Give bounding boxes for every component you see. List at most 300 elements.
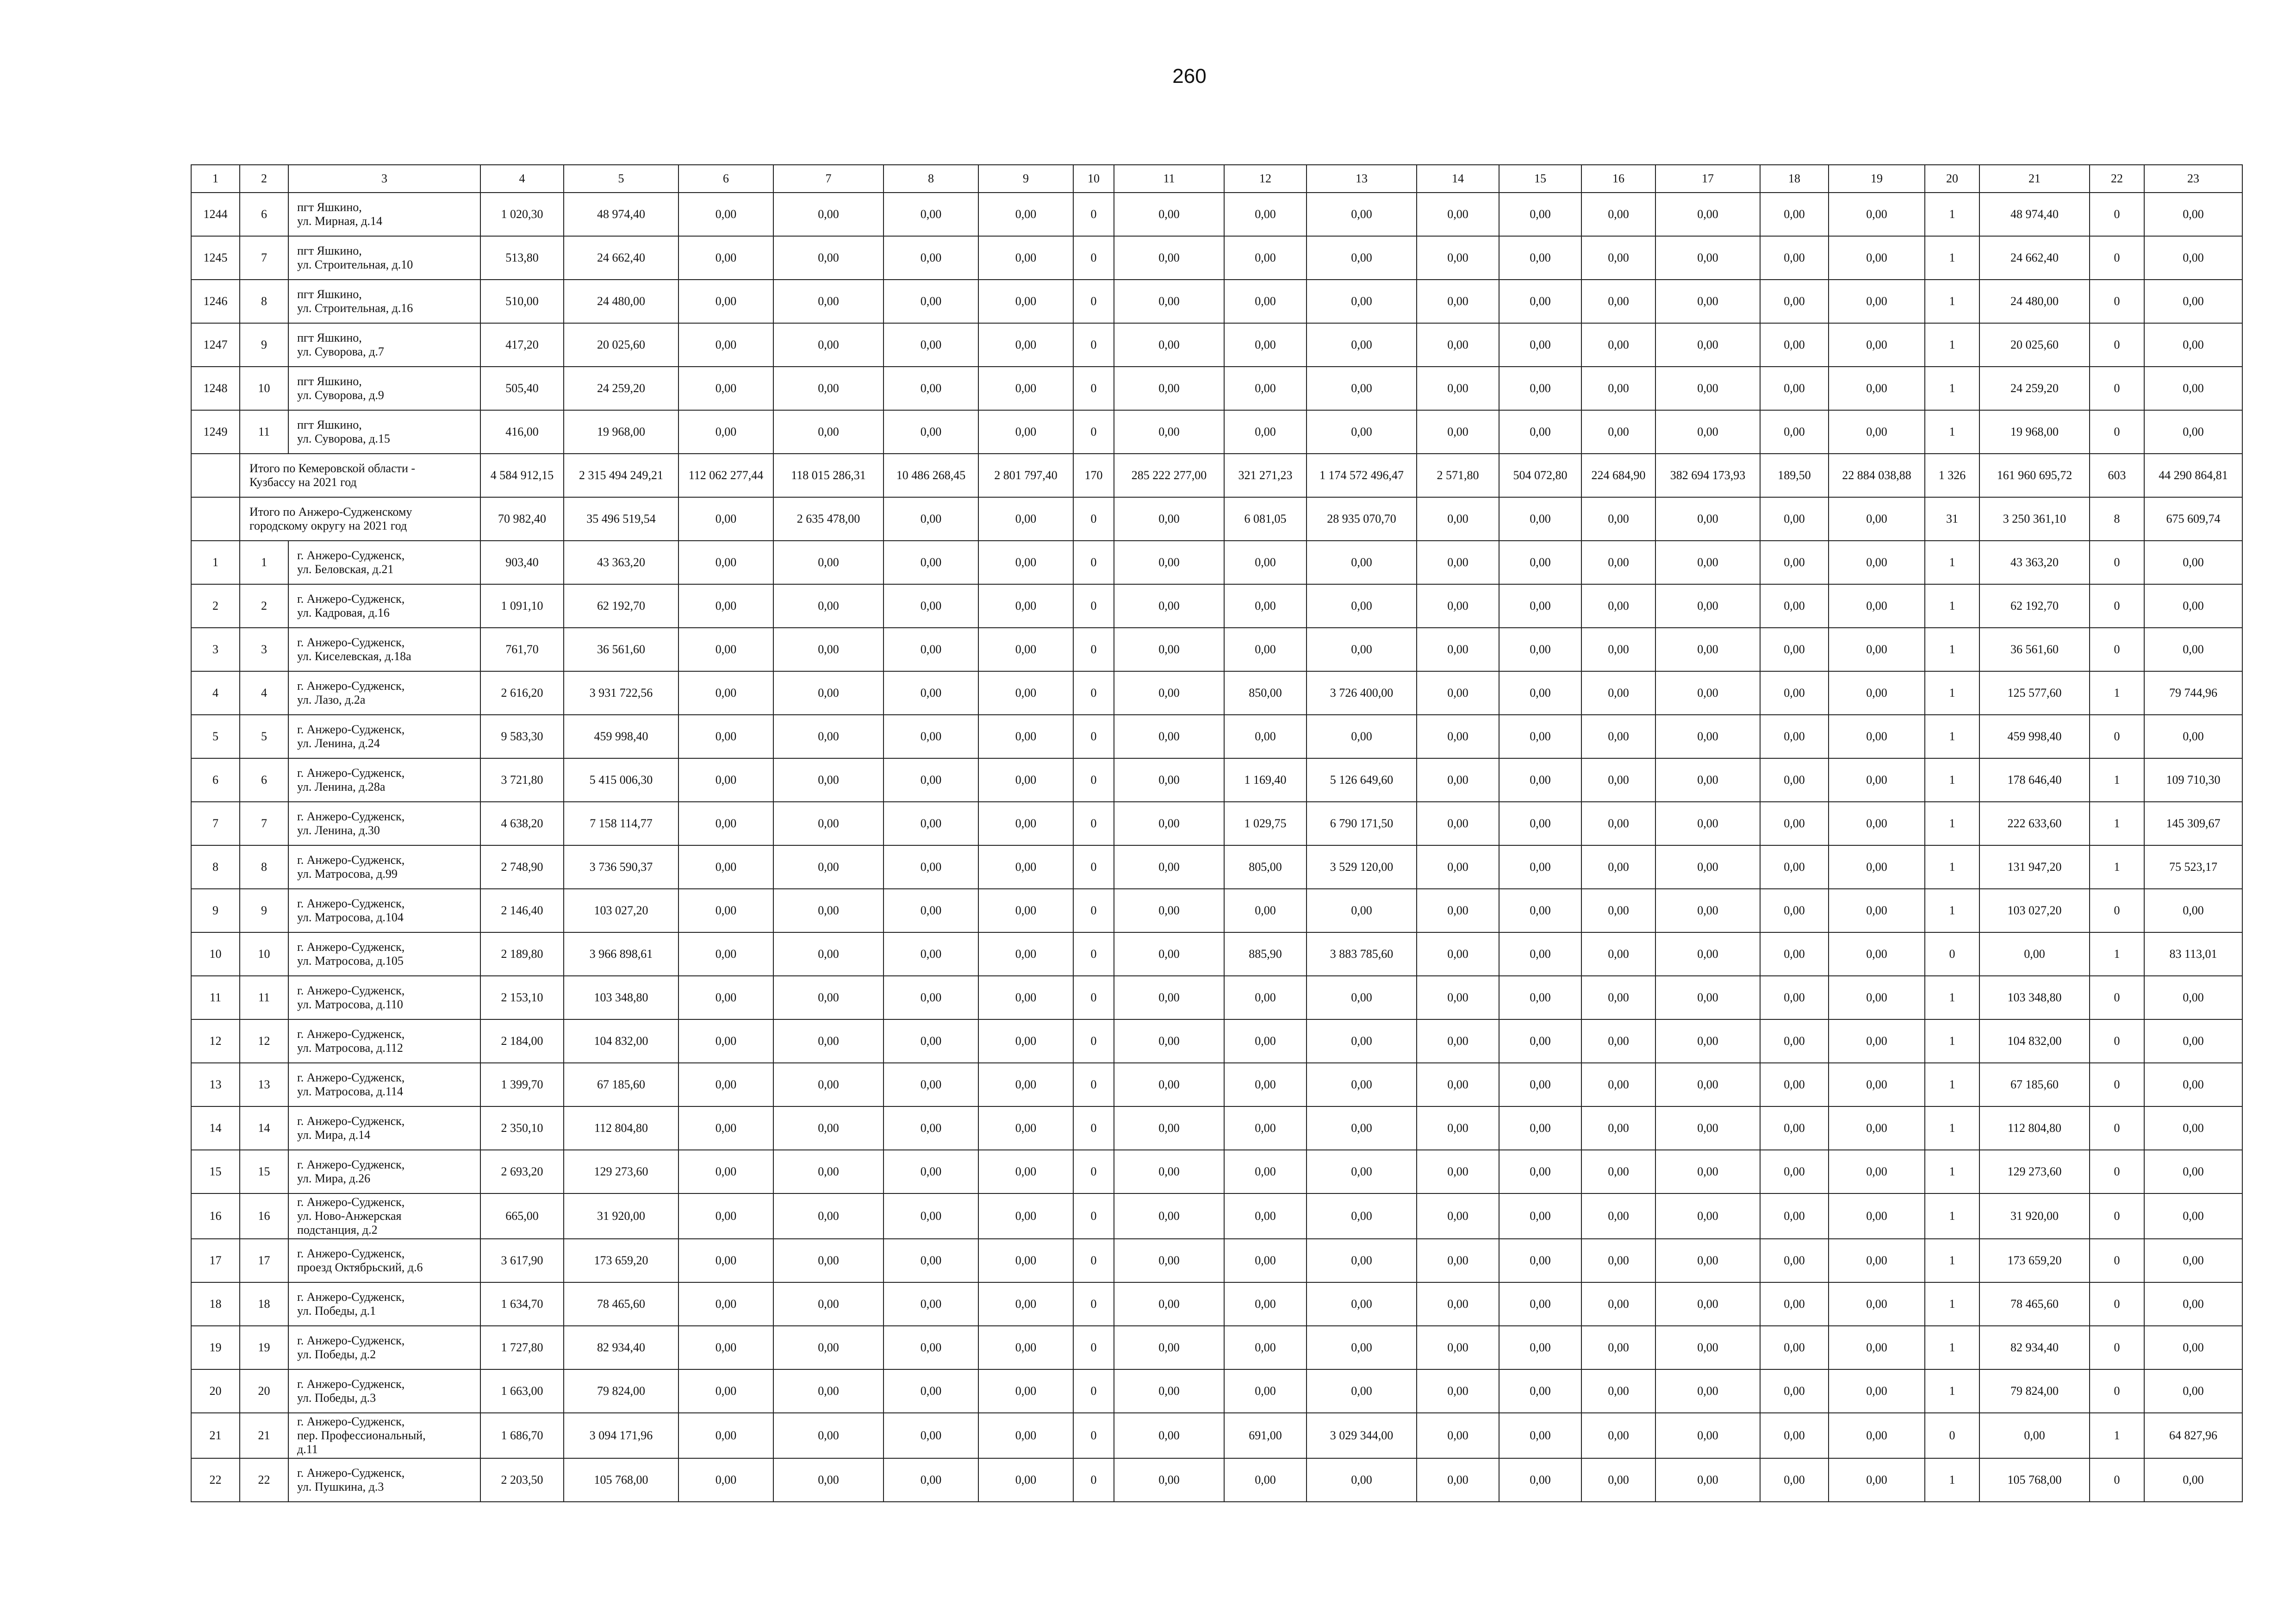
value-cell: 0 — [2090, 410, 2144, 454]
value-cell: 1 — [1925, 1369, 1979, 1413]
value-cell: 0,00 — [1655, 845, 1760, 889]
value-cell: 79 824,00 — [564, 1369, 678, 1413]
value-cell: 0,00 — [978, 758, 1073, 802]
value-cell: 0,00 — [1655, 193, 1760, 236]
sub-number-cell: 5 — [240, 715, 288, 758]
value-cell: 0 — [2090, 1019, 2144, 1063]
value-cell: 0,00 — [1829, 1282, 1925, 1326]
address-line: г. Анжеро-Судженск, — [297, 853, 405, 867]
value-cell: 0 — [1073, 1282, 1114, 1326]
address-line: ул. Победы, д.1 — [297, 1304, 376, 1318]
value-cell: 0 — [1073, 1106, 1114, 1150]
value-cell: 1 — [1925, 1193, 1979, 1239]
value-cell: 0,00 — [773, 1458, 884, 1502]
value-cell: 510,00 — [480, 280, 564, 323]
table-row — [191, 1458, 2242, 1502]
value-cell: 0,00 — [1760, 1193, 1829, 1239]
value-cell: 0,00 — [884, 584, 978, 628]
value-cell: 3 617,90 — [480, 1239, 564, 1282]
value-cell: 36 561,60 — [1979, 628, 2090, 671]
address-line: г. Анжеро-Судженск, — [297, 592, 405, 606]
value-cell: 0 — [2090, 1326, 2144, 1369]
value-cell: 417,20 — [480, 323, 564, 367]
value-cell: 513,80 — [480, 236, 564, 280]
value-cell: 0,00 — [1307, 1193, 1417, 1239]
value-cell: 0,00 — [1417, 323, 1499, 367]
value-cell: 603 — [2090, 454, 2144, 497]
value-cell: 0,00 — [678, 193, 773, 236]
sub-number-cell: 9 — [240, 323, 288, 367]
value-cell: 0 — [1073, 976, 1114, 1019]
value-cell: 0,00 — [678, 1326, 773, 1369]
value-cell: 459 998,40 — [1979, 715, 2090, 758]
value-cell: 0,00 — [1655, 628, 1760, 671]
value-cell: 0,00 — [1760, 1239, 1829, 1282]
value-cell: 0,00 — [1829, 758, 1925, 802]
value-cell: 82 934,40 — [564, 1326, 678, 1369]
address-cell — [288, 932, 480, 976]
value-cell: 0,00 — [1417, 1150, 1499, 1193]
value-cell: 78 465,60 — [1979, 1282, 2090, 1326]
value-cell: 44 290 864,81 — [2144, 454, 2242, 497]
value-cell: 0,00 — [1581, 280, 1655, 323]
value-cell: 0,00 — [2144, 1150, 2242, 1193]
row-number-cell: 7 — [191, 802, 240, 845]
value-cell: 0,00 — [978, 410, 1073, 454]
column-number-header: 7 — [773, 165, 884, 193]
value-cell: 0,00 — [773, 193, 884, 236]
value-cell: 1 — [2090, 932, 2144, 976]
sub-number-cell: 6 — [240, 758, 288, 802]
value-cell: 1 399,70 — [480, 1063, 564, 1106]
address-line: г. Анжеро-Судженск, — [297, 984, 405, 998]
value-cell: 0,00 — [1114, 758, 1224, 802]
value-cell: 0 — [2090, 1063, 2144, 1106]
value-cell: 0,00 — [678, 628, 773, 671]
value-cell: 0 — [1073, 236, 1114, 280]
address-cell — [288, 671, 480, 715]
value-cell: 0,00 — [1307, 367, 1417, 410]
value-cell: 0 — [1073, 367, 1114, 410]
address-cell — [288, 976, 480, 1019]
address-line: д.11 — [297, 1442, 318, 1456]
value-cell: 0,00 — [1307, 1369, 1417, 1413]
value-cell: 0,00 — [1307, 976, 1417, 1019]
value-cell: 0,00 — [1224, 1193, 1307, 1239]
address-line: ул. Матросова, д.114 — [297, 1085, 403, 1098]
value-cell: 0,00 — [978, 1150, 1073, 1193]
value-cell: 1 — [1925, 628, 1979, 671]
value-cell: 0,00 — [1760, 280, 1829, 323]
sub-number-cell: 8 — [240, 845, 288, 889]
value-cell: 0,00 — [1581, 193, 1655, 236]
row-number-cell: 14 — [191, 1106, 240, 1150]
value-cell: 0,00 — [1499, 845, 1581, 889]
value-cell: 0,00 — [1307, 236, 1417, 280]
value-cell: 0,00 — [678, 1063, 773, 1106]
value-cell: 0,00 — [1224, 1458, 1307, 1502]
value-cell: 0,00 — [1417, 410, 1499, 454]
value-cell: 2 146,40 — [480, 889, 564, 932]
value-cell: 0,00 — [773, 1369, 884, 1413]
value-cell: 0 — [1073, 323, 1114, 367]
value-cell: 1 — [1925, 758, 1979, 802]
value-cell: 109 710,30 — [2144, 758, 2242, 802]
sub-number-cell: 21 — [240, 1413, 288, 1458]
value-cell: 3 721,80 — [480, 758, 564, 802]
value-cell: 3 726 400,00 — [1307, 671, 1417, 715]
value-cell: 0,00 — [1829, 715, 1925, 758]
value-cell: 0,00 — [773, 1282, 884, 1326]
address-line: г. Анжеро-Судженск, — [297, 940, 405, 954]
address-line: пгт Яшкино, — [297, 200, 362, 214]
value-cell: 0 — [2090, 193, 2144, 236]
address-line: ул. Ново-Анжерская — [297, 1209, 402, 1223]
value-cell: 0,00 — [1829, 497, 1925, 541]
value-cell: 0,00 — [978, 1458, 1073, 1502]
value-cell: 382 694 173,93 — [1655, 454, 1760, 497]
value-cell: 0,00 — [1114, 280, 1224, 323]
address-line: ул. Матросова, д.110 — [297, 998, 403, 1011]
value-cell: 0,00 — [1417, 1458, 1499, 1502]
value-cell: 0,00 — [1760, 367, 1829, 410]
value-cell: 0,00 — [1307, 1458, 1417, 1502]
address-line: ул. Мира, д.26 — [297, 1172, 371, 1185]
value-cell: 82 934,40 — [1979, 1326, 2090, 1369]
value-cell: 0,00 — [1760, 889, 1829, 932]
value-cell: 112 804,80 — [564, 1106, 678, 1150]
value-cell: 0,00 — [678, 410, 773, 454]
address-line: г. Анжеро-Судженск, — [297, 549, 405, 562]
value-cell: 105 768,00 — [564, 1458, 678, 1502]
value-cell: 0,00 — [1655, 758, 1760, 802]
value-cell: 0,00 — [1114, 1150, 1224, 1193]
table-row — [191, 889, 2242, 932]
row-number-cell: 17 — [191, 1239, 240, 1282]
table-row — [191, 193, 2242, 236]
value-cell: 1 634,70 — [480, 1282, 564, 1326]
value-cell: 0,00 — [1760, 932, 1829, 976]
value-cell: 0,00 — [1417, 280, 1499, 323]
value-cell: 5 126 649,60 — [1307, 758, 1417, 802]
value-cell: 0,00 — [1581, 976, 1655, 1019]
value-cell: 0,00 — [1581, 410, 1655, 454]
value-cell: 0,00 — [1114, 1063, 1224, 1106]
address-line: ул. Матросова, д.99 — [297, 867, 398, 881]
total-label-line: городскому округу на 2021 год — [249, 519, 407, 532]
value-cell: 0,00 — [1499, 932, 1581, 976]
value-cell: 0,00 — [1499, 1193, 1581, 1239]
row-number-cell: 1247 — [191, 323, 240, 367]
value-cell: 0 — [1073, 889, 1114, 932]
value-cell: 20 025,60 — [1979, 323, 2090, 367]
value-cell: 0,00 — [884, 497, 978, 541]
value-cell: 19 968,00 — [564, 410, 678, 454]
total-label — [240, 497, 480, 541]
row-number-cell: 19 — [191, 1326, 240, 1369]
table-row — [191, 845, 2242, 889]
value-cell: 0,00 — [1499, 802, 1581, 845]
value-cell: 0 — [1073, 280, 1114, 323]
value-cell: 0,00 — [1655, 1326, 1760, 1369]
value-cell: 0,00 — [1760, 1369, 1829, 1413]
value-cell: 2 315 494 249,21 — [564, 454, 678, 497]
value-cell: 0,00 — [1655, 1282, 1760, 1326]
value-cell: 0,00 — [1829, 1369, 1925, 1413]
value-cell: 0,00 — [1581, 932, 1655, 976]
row-number-cell: 1248 — [191, 367, 240, 410]
address-line: г. Анжеро-Судженск, — [297, 1247, 405, 1261]
value-cell: 103 027,20 — [1979, 889, 2090, 932]
value-cell: 0,00 — [1655, 1369, 1760, 1413]
value-cell: 0,00 — [2144, 1063, 2242, 1106]
value-cell: 0,00 — [1499, 497, 1581, 541]
address-line: пгт Яшкино, — [297, 244, 362, 258]
sub-number-cell: 16 — [240, 1193, 288, 1239]
value-cell: 0,00 — [1499, 410, 1581, 454]
value-cell: 0,00 — [1760, 976, 1829, 1019]
sub-number-cell: 2 — [240, 584, 288, 628]
value-cell: 0 — [1073, 932, 1114, 976]
value-cell: 0,00 — [884, 715, 978, 758]
value-cell: 0,00 — [1224, 367, 1307, 410]
value-cell: 0,00 — [1581, 628, 1655, 671]
value-cell: 1 — [1925, 715, 1979, 758]
column-number-header: 16 — [1581, 165, 1655, 193]
value-cell: 0,00 — [1224, 584, 1307, 628]
value-cell: 0,00 — [1760, 323, 1829, 367]
address-cell — [288, 1413, 480, 1458]
total-label-line: Кузбассу на 2021 год — [249, 475, 357, 489]
sub-number-cell: 13 — [240, 1063, 288, 1106]
value-cell: 0,00 — [1114, 671, 1224, 715]
address-cell — [288, 1063, 480, 1106]
value-cell: 0,00 — [1829, 1150, 1925, 1193]
value-cell: 0,00 — [1581, 323, 1655, 367]
row-number-cell: 1249 — [191, 410, 240, 454]
value-cell: 0,00 — [1499, 1106, 1581, 1150]
value-cell: 0,00 — [1499, 758, 1581, 802]
total-row — [191, 497, 2242, 541]
total-label-line: Итого по Анжеро-Судженскому — [249, 505, 412, 519]
value-cell: 0,00 — [1581, 715, 1655, 758]
address-cell — [288, 1106, 480, 1150]
value-cell: 0 — [1073, 1193, 1114, 1239]
value-cell: 0,00 — [2144, 410, 2242, 454]
address-line: пгт Яшкино, — [297, 375, 362, 388]
value-cell: 0,00 — [884, 410, 978, 454]
value-cell: 0,00 — [773, 323, 884, 367]
value-cell: 118 015 286,31 — [773, 454, 884, 497]
value-cell: 0,00 — [1829, 889, 1925, 932]
value-cell: 0,00 — [1499, 584, 1581, 628]
value-cell: 0,00 — [1499, 193, 1581, 236]
value-cell: 0,00 — [678, 1239, 773, 1282]
address-line: ул. Строительная, д.16 — [297, 301, 413, 315]
value-cell: 0,00 — [1760, 236, 1829, 280]
value-cell: 0,00 — [1224, 628, 1307, 671]
value-cell: 0,00 — [1499, 1282, 1581, 1326]
address-cell — [288, 367, 480, 410]
address-cell — [288, 410, 480, 454]
value-cell: 79 744,96 — [2144, 671, 2242, 715]
value-cell: 0,00 — [1581, 367, 1655, 410]
value-cell: 0,00 — [1581, 1458, 1655, 1502]
sub-number-cell: 3 — [240, 628, 288, 671]
sub-number-cell: 1 — [240, 541, 288, 584]
empty-cell — [191, 454, 240, 497]
address-cell — [288, 1239, 480, 1282]
row-number-cell: 22 — [191, 1458, 240, 1502]
value-cell: 0,00 — [1307, 1106, 1417, 1150]
address-line: г. Анжеро-Судженск, — [297, 1027, 405, 1041]
sub-number-cell: 20 — [240, 1369, 288, 1413]
value-cell: 0 — [1073, 802, 1114, 845]
value-cell: 0,00 — [978, 1019, 1073, 1063]
address-cell — [288, 1193, 480, 1239]
value-cell: 64 827,96 — [2144, 1413, 2242, 1458]
value-cell: 2 635 478,00 — [773, 497, 884, 541]
column-number-header: 6 — [678, 165, 773, 193]
row-number-cell: 12 — [191, 1019, 240, 1063]
value-cell: 0,00 — [1224, 410, 1307, 454]
address-cell — [288, 280, 480, 323]
value-cell: 0,00 — [678, 1369, 773, 1413]
value-cell: 0,00 — [978, 932, 1073, 976]
value-cell: 1 727,80 — [480, 1326, 564, 1369]
value-cell: 416,00 — [480, 410, 564, 454]
address-cell — [288, 845, 480, 889]
table-row — [191, 1239, 2242, 1282]
value-cell: 0,00 — [1760, 584, 1829, 628]
value-cell: 2 184,00 — [480, 1019, 564, 1063]
value-cell: 0,00 — [678, 497, 773, 541]
value-cell: 0 — [1073, 410, 1114, 454]
value-cell: 0 — [2090, 1282, 2144, 1326]
value-cell: 125 577,60 — [1979, 671, 2090, 715]
value-cell: 0,00 — [1499, 1150, 1581, 1193]
value-cell: 0,00 — [678, 1458, 773, 1502]
column-number-header: 2 — [240, 165, 288, 193]
address-line: подстанция, д.2 — [297, 1223, 378, 1237]
value-cell: 0,00 — [678, 1019, 773, 1063]
value-cell: 79 824,00 — [1979, 1369, 2090, 1413]
address-cell — [288, 758, 480, 802]
value-cell: 0,00 — [1417, 1193, 1499, 1239]
value-cell: 0,00 — [978, 367, 1073, 410]
column-number-header: 11 — [1114, 165, 1224, 193]
value-cell: 0,00 — [1114, 410, 1224, 454]
value-cell: 0,00 — [1829, 193, 1925, 236]
value-cell: 0,00 — [2144, 280, 2242, 323]
value-cell: 0,00 — [2144, 323, 2242, 367]
value-cell: 0,00 — [773, 280, 884, 323]
value-cell: 0,00 — [1760, 497, 1829, 541]
value-cell: 0,00 — [1760, 1106, 1829, 1150]
value-cell: 129 273,60 — [564, 1150, 678, 1193]
address-cell — [288, 1458, 480, 1502]
address-line: ул. Победы, д.3 — [297, 1391, 376, 1405]
value-cell: 0,00 — [1417, 1326, 1499, 1369]
value-cell: 0 — [1073, 1326, 1114, 1369]
value-cell: 0,00 — [1224, 193, 1307, 236]
value-cell: 0,00 — [678, 541, 773, 584]
value-cell: 0,00 — [1829, 932, 1925, 976]
address-cell — [288, 193, 480, 236]
column-number-header: 13 — [1307, 165, 1417, 193]
sub-number-cell: 10 — [240, 367, 288, 410]
value-cell: 0,00 — [1224, 1326, 1307, 1369]
value-cell: 145 309,67 — [2144, 802, 2242, 845]
value-cell: 0,00 — [1655, 323, 1760, 367]
value-cell: 0,00 — [978, 889, 1073, 932]
value-cell: 0,00 — [678, 323, 773, 367]
value-cell: 0,00 — [1499, 367, 1581, 410]
value-cell: 0,00 — [1499, 1458, 1581, 1502]
value-cell: 0,00 — [1417, 236, 1499, 280]
value-cell: 0,00 — [1224, 1150, 1307, 1193]
value-cell: 0,00 — [884, 1106, 978, 1150]
column-number-header: 4 — [480, 165, 564, 193]
address-line: ул. Матросова, д.104 — [297, 911, 404, 924]
value-cell: 0,00 — [2144, 193, 2242, 236]
address-line: г. Анжеро-Судженск, — [297, 723, 405, 737]
value-cell: 173 659,20 — [564, 1239, 678, 1282]
value-cell: 2 748,90 — [480, 845, 564, 889]
value-cell: 24 259,20 — [564, 367, 678, 410]
value-cell: 0,00 — [1655, 410, 1760, 454]
sub-number-cell: 22 — [240, 1458, 288, 1502]
value-cell: 0,00 — [1829, 628, 1925, 671]
value-cell: 0,00 — [1760, 410, 1829, 454]
value-cell: 0,00 — [678, 845, 773, 889]
value-cell: 0,00 — [1114, 193, 1224, 236]
value-cell: 0,00 — [678, 367, 773, 410]
address-line: ул. Киселевская, д.18а — [297, 650, 411, 663]
value-cell: 903,40 — [480, 541, 564, 584]
value-cell: 1 — [1925, 845, 1979, 889]
page-number: 260 — [1172, 65, 1207, 87]
value-cell: 0,00 — [884, 1413, 978, 1458]
total-label — [240, 454, 480, 497]
value-cell: 161 960 695,72 — [1979, 454, 2090, 497]
table-row — [191, 671, 2242, 715]
value-cell: 0,00 — [1655, 976, 1760, 1019]
value-cell: 0,00 — [1581, 1413, 1655, 1458]
value-cell: 0,00 — [884, 1239, 978, 1282]
value-cell: 0,00 — [1307, 1019, 1417, 1063]
value-cell: 0,00 — [773, 1063, 884, 1106]
value-cell: 0,00 — [1655, 1458, 1760, 1502]
value-cell: 0,00 — [2144, 236, 2242, 280]
value-cell: 0,00 — [884, 367, 978, 410]
column-number-header: 12 — [1224, 165, 1307, 193]
table-row — [191, 1282, 2242, 1326]
value-cell: 0,00 — [773, 758, 884, 802]
value-cell: 0,00 — [1760, 802, 1829, 845]
address-line: г. Анжеро-Судженск, — [297, 1071, 405, 1085]
value-cell: 0,00 — [1114, 1193, 1224, 1239]
value-cell: 0 — [2090, 1369, 2144, 1413]
value-cell: 0,00 — [1307, 193, 1417, 236]
value-cell: 1 — [1925, 410, 1979, 454]
value-cell: 0,00 — [1224, 715, 1307, 758]
address-line: ул. Кадровая, д.16 — [297, 606, 390, 619]
value-cell: 1 — [2090, 802, 2144, 845]
value-cell: 170 — [1073, 454, 1114, 497]
address-line: г. Анжеро-Судженск, — [297, 766, 405, 780]
address-line: ул. Пушкина, д.3 — [297, 1480, 384, 1493]
